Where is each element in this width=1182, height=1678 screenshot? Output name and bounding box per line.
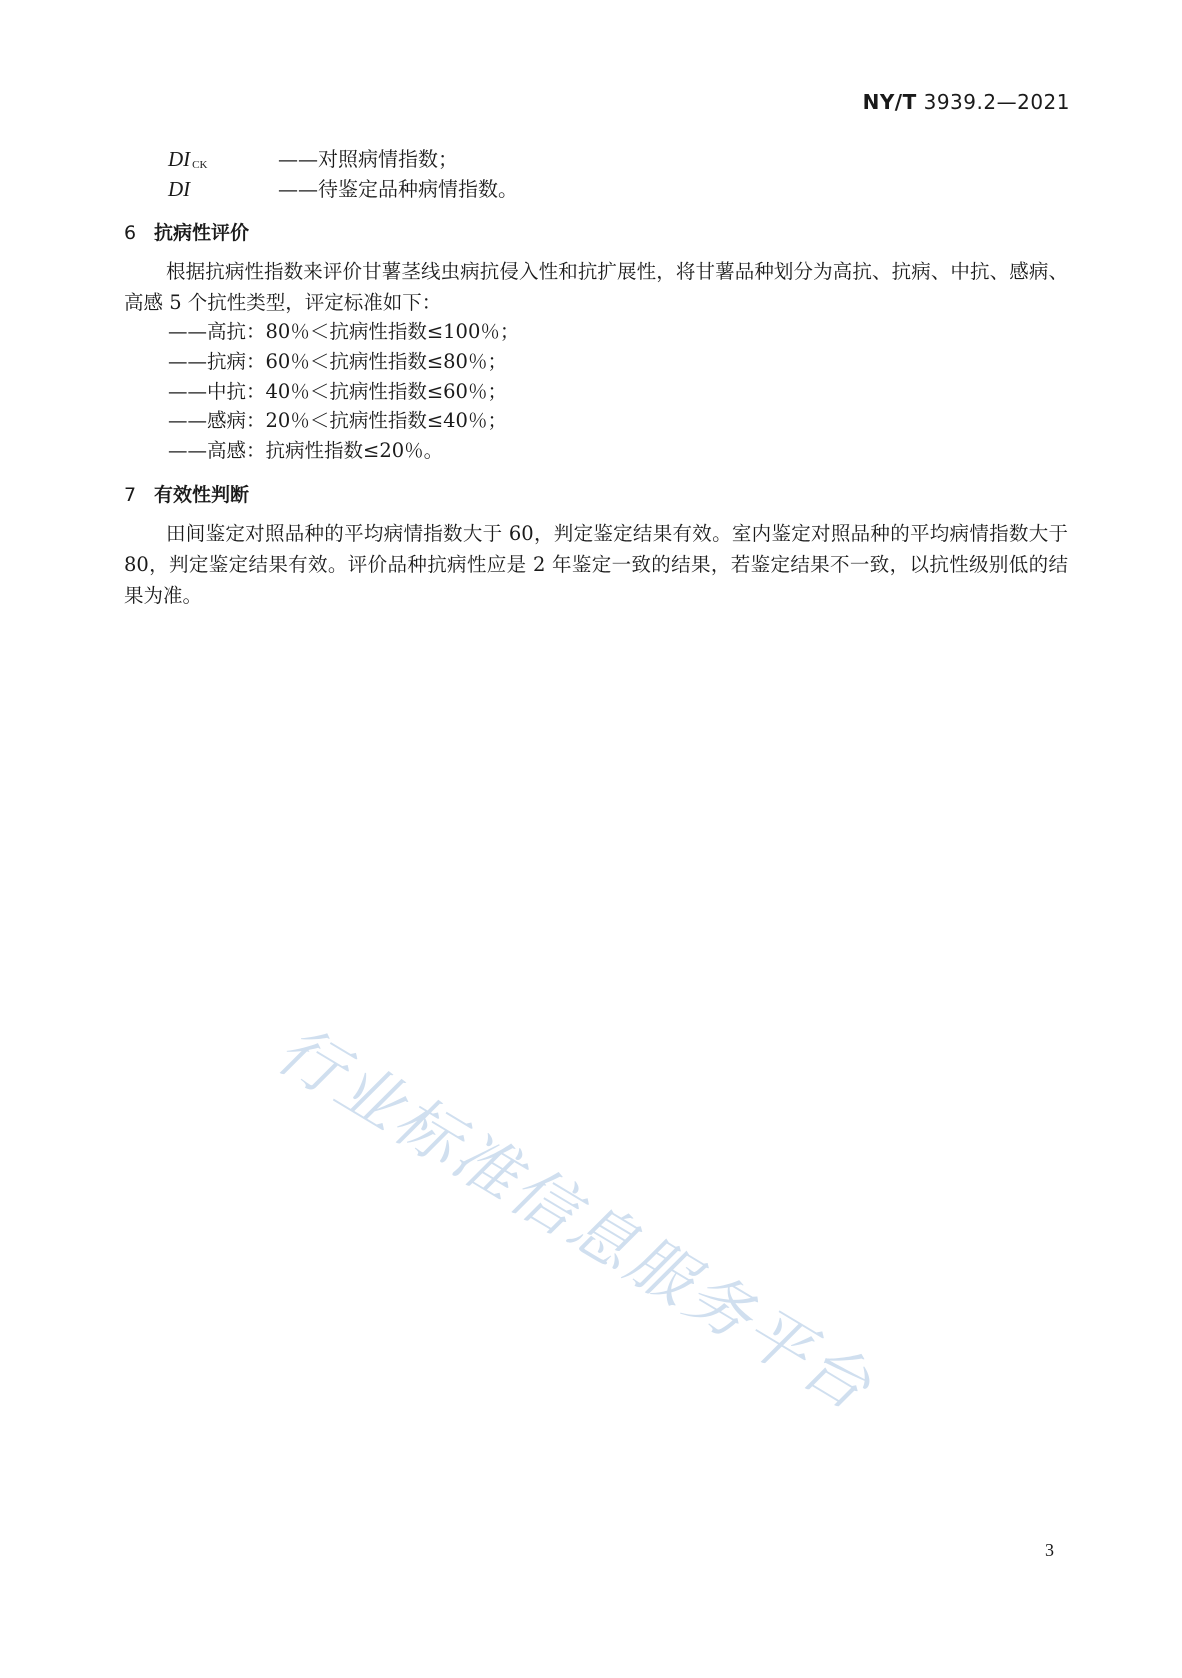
definition-di-ck: [168, 143, 458, 172]
section-7-body: 田间鉴定对照品种的平均病情指数大于 60，判定鉴定结果有效。室内鉴定对照品种的平均病情指数大于 80，判定鉴定结果有效。评价品种抗病性应是 2 年鉴定一致的结果，若鉴定结果不一致，以抗性级别低的结果为准。: [124, 522, 1068, 607]
list-item: ——高感：抗病性指数≤20％。: [168, 439, 444, 462]
section-7-heading: [124, 480, 249, 507]
definition-symbol: DI $_{CK}$: [168, 147, 208, 171]
standard-code: [863, 90, 1070, 114]
list-item: ——高抗：80％＜抗病性指数≤100％；: [168, 320, 520, 343]
section-6-intro: 根据抗病性指数来评价甘薯茎线虫病抗侵入性和抗扩展性，将甘薯品种划分为高抗、抗病、中抗、感病、高感 5 个抗性类型，评定标准如下：: [124, 260, 1068, 314]
section-number: 7: [124, 484, 137, 506]
section-6-heading: [124, 218, 249, 245]
watermark: 行业标准信息服务平台: [264, 1012, 886, 1427]
standard-number: 3939.2—2021: [923, 90, 1070, 114]
list-item: ——抗病：60％＜抗病性指数≤80％；: [168, 350, 507, 373]
definition-symbol: DI: [168, 177, 191, 201]
list-item: ——中抗：40％＜抗病性指数≤60％；: [168, 380, 507, 403]
list-item: ——感病：20％＜抗病性指数≤40％；: [168, 409, 507, 432]
definition-text: ——对照病情指数；: [278, 147, 458, 171]
page-number: 3: [1045, 1540, 1054, 1560]
section-number: 6: [124, 222, 137, 244]
definition-text: ——待鉴定品种病情指数。: [278, 177, 518, 201]
definition-di: [168, 173, 518, 202]
standard-prefix: NY/T: [862, 90, 917, 114]
section-title: 有效性判断: [154, 484, 250, 506]
section-title: 抗病性评价: [154, 222, 250, 244]
